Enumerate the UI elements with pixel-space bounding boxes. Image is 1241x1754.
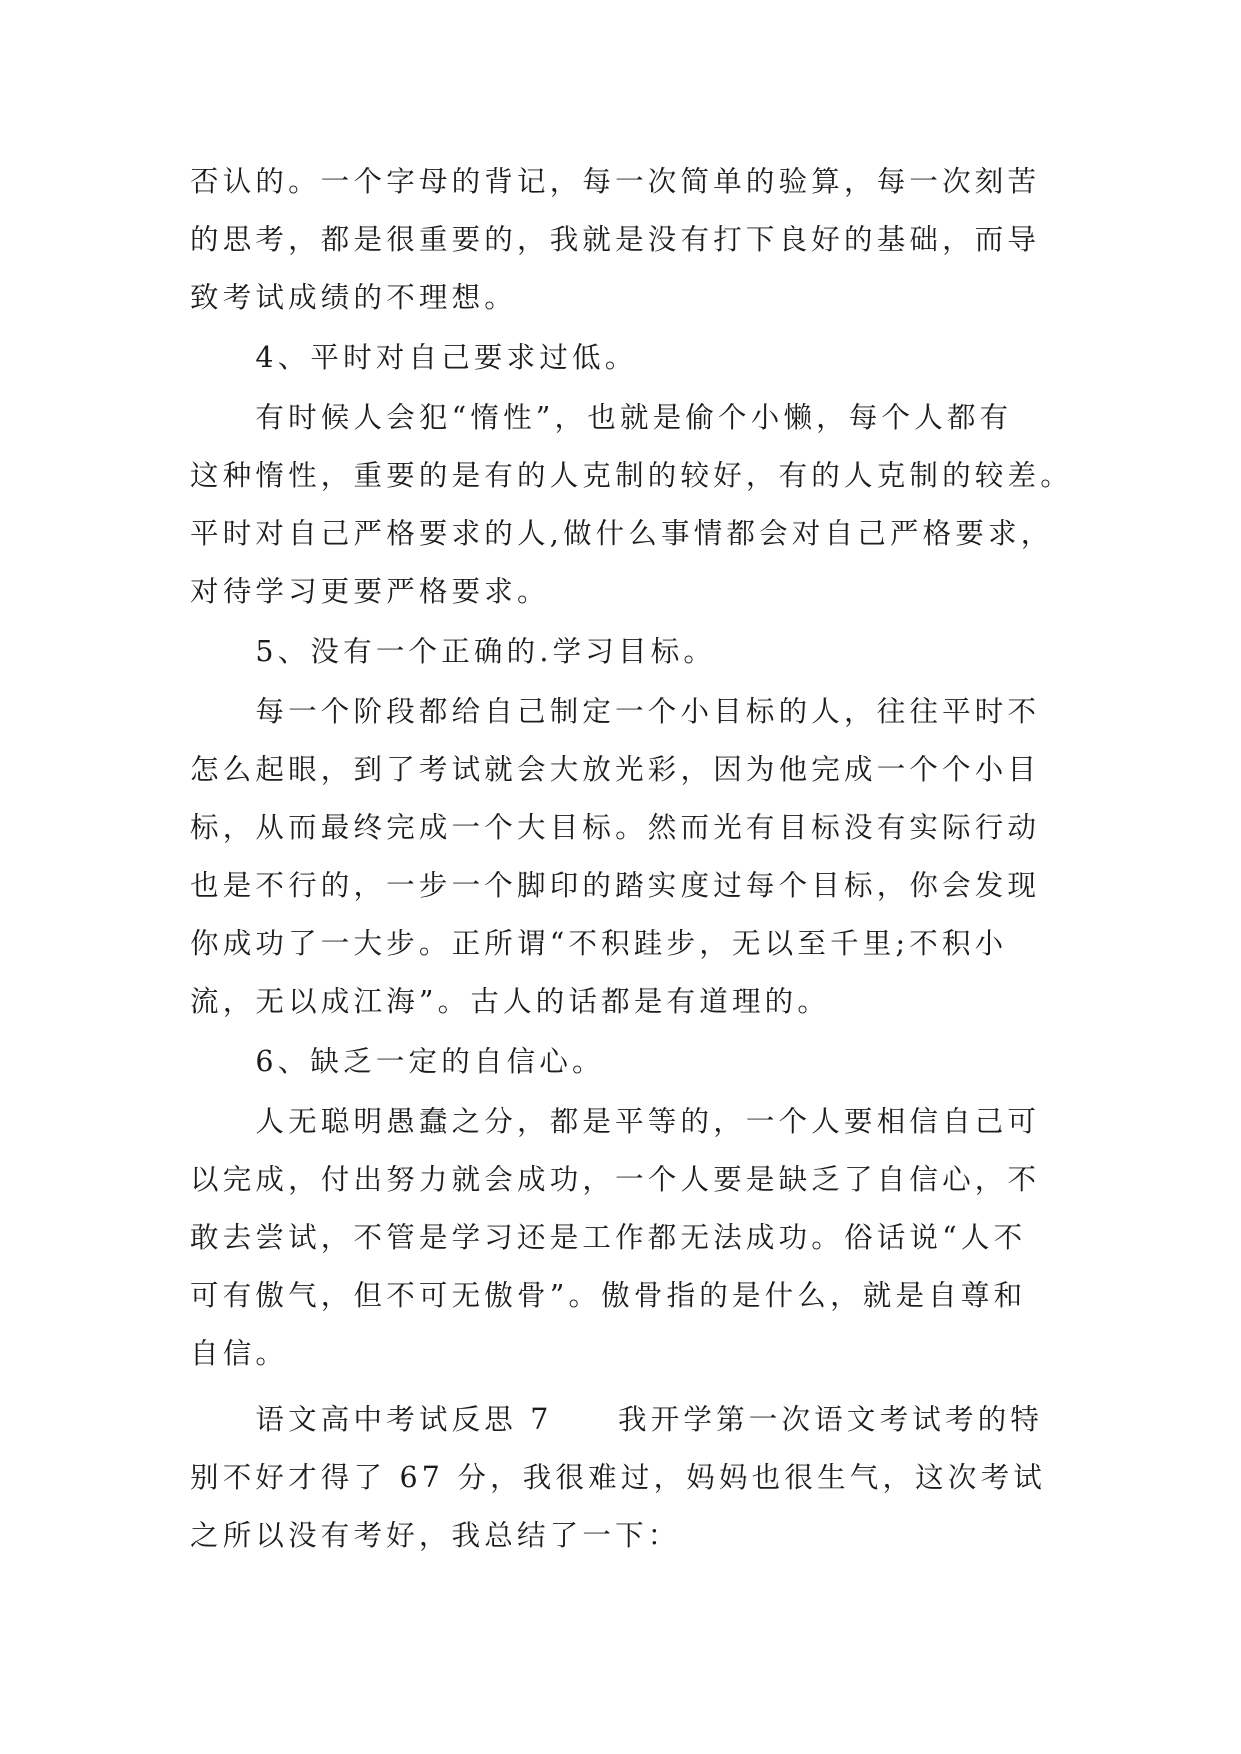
text-line: 流，无以成江海”。古人的话都是有道理的。: [190, 985, 831, 1018]
text-line: 有时候人会犯“惰性”，也就是偷个小懒，每个人都有: [190, 401, 1013, 434]
text-line: 怎么起眼，到了考试就会大放光彩，因为他完成一个个小目: [190, 753, 1041, 786]
text-line: 也是不行的，一步一个脚印的踏实度过每个目标，你会发现: [190, 869, 1041, 902]
text-line: 可有傲气，但不可无傲骨”。傲骨指的是什么，就是自尊和: [190, 1279, 1027, 1312]
text-line: 对待学习更要严格要求。: [190, 575, 550, 608]
text-line: 人无聪明愚蠢之分，都是平等的，一个人要相信自己可: [190, 1105, 1041, 1138]
text-line: 标，从而最终完成一个大目标。然而光有目标没有实际行动: [190, 811, 1041, 844]
section-heading: 4、平时对自己要求过低。: [190, 341, 638, 374]
text-line: 之所以没有考好，我总结了一下：: [190, 1519, 681, 1552]
text-line: 平时对自己严格要求的人,做什么事情都会对自己严格要求，: [190, 517, 1054, 550]
text-line: 以完成，付出努力就会成功，一个人要是缺乏了自信心，不: [190, 1163, 1041, 1196]
text-line: 别不好才得了 67 分，我很难过，妈妈也很生气，这次考试: [190, 1461, 1046, 1494]
text-line: 这种惰性，重要的是有的人克制的较好，有的人克制的较差。: [190, 459, 1073, 492]
text-line: 语文高中考试反思 7 我开学第一次语文考试考的特: [190, 1403, 1044, 1436]
section-heading: 5、没有一个正确的.学习目标。: [190, 635, 717, 668]
text-line: 自信。: [190, 1337, 289, 1370]
text-line: 你成功了一大步。正所谓“不积跬步，无以至千里;不积小: [190, 927, 1008, 960]
section-heading: 6、缺乏一定的自信心。: [190, 1045, 605, 1078]
text-line: 的思考，都是很重要的，我就是没有打下良好的基础，而导: [190, 223, 1041, 256]
text-line: 每一个阶段都给自己制定一个小目标的人，往往平时不: [190, 695, 1041, 728]
text-line: 敢去尝试，不管是学习还是工作都无法成功。俗话说“人不: [190, 1221, 1027, 1254]
text-line: 否认的。一个字母的背记，每一次简单的验算，每一次刻苦: [190, 165, 1041, 198]
text-line: 致考试成绩的不理想。: [190, 281, 518, 314]
document-body: [190, 153, 1073, 1565]
